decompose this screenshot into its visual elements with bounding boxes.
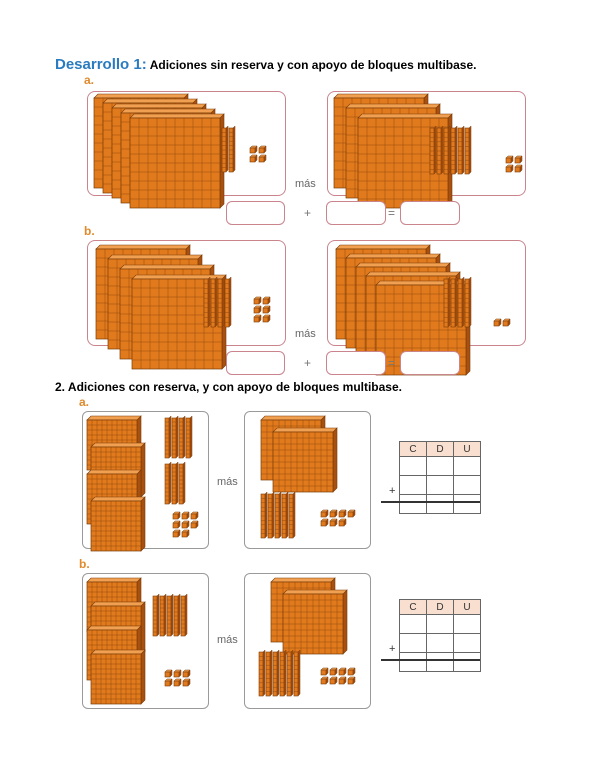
item-2a-cell[interactable] [454,457,481,476]
item-2a-header-d: D [427,442,454,457]
item-1b-left-panel [87,240,286,346]
item-2b-cell[interactable] [427,634,454,653]
unit-cube [321,668,328,675]
item-1a-right-panel [327,91,526,196]
unit-cube [254,315,261,322]
unit-cube [330,677,337,684]
item-2a-header-u: U [454,442,481,457]
ten-rod [179,462,185,504]
ten-rod [222,126,228,172]
ten-rod [294,650,300,696]
unit-cube [515,165,522,172]
ten-rod [451,126,457,174]
ten-rod [458,126,464,174]
unit-cube [321,677,328,684]
ten-rod [181,594,187,636]
item-2a-left-panel [82,411,209,549]
unit-cube [506,165,513,172]
unit-cube [182,512,189,519]
unit-cube [263,306,270,313]
ten-rod [430,126,436,174]
ten-rod [444,126,450,174]
item-1a-plus-sign: + [304,206,312,220]
ten-rod [289,492,295,538]
unit-cube [182,521,189,528]
ten-rod [211,277,217,327]
unit-cube [263,297,270,304]
unit-cube [191,512,198,519]
unit-cube [339,510,346,517]
ten-rod [229,126,235,172]
ten-rod [165,462,171,504]
ten-rod [153,594,159,636]
section-1-heading [55,56,476,74]
item-2b-letter: b. [79,557,90,571]
unit-cube [263,315,270,322]
ten-rod [179,416,185,458]
hundred-flat [130,114,224,208]
item-1b-equals-sign: = [388,356,396,370]
unit-cube [250,146,257,153]
unit-cube [330,510,337,517]
item-2b-cell[interactable] [427,653,454,672]
unit-cube [250,155,257,162]
item-2a-cell[interactable] [400,495,427,514]
item-1b-right-panel [327,240,526,346]
unit-cube [183,679,190,686]
ten-rod [444,277,450,327]
section-1-title-blue: Desarrollo 1: [55,56,147,73]
item-2b-left-panel [82,573,209,709]
unit-cube [330,668,337,675]
item-1a-answer-box-1[interactable] [226,201,285,225]
ten-rod [282,492,288,538]
ten-rod [437,126,443,174]
ten-rod [451,277,457,327]
item-2a-letter: a. [79,395,90,409]
ten-rod [225,277,231,327]
item-2b-cell[interactable] [454,634,481,653]
item-1a-equals-sign: = [388,206,396,220]
ten-rod [458,277,464,327]
item-1a-answer-box-2[interactable] [326,201,386,225]
item-1b-plus-sign: + [304,356,312,370]
unit-cube [321,510,328,517]
ten-rod [280,650,286,696]
unit-cube [191,521,198,528]
item-2a-sum-rule [381,501,480,503]
item-2b-cell[interactable] [400,634,427,653]
item-1a-left-panel [87,91,286,196]
item-2b-cdu-table [399,599,481,672]
unit-cube [348,668,355,675]
unit-cube [259,146,266,153]
ten-rod [204,277,210,327]
ten-rod [218,277,224,327]
item-2b-cell[interactable] [454,615,481,634]
unit-cube [506,156,513,163]
item-1b-answer-box-1[interactable] [226,351,285,375]
unit-cube [348,677,355,684]
item-2b-sum-rule [381,659,480,661]
unit-cube [254,297,261,304]
item-1b-result-box[interactable] [400,351,460,375]
unit-cube [173,512,180,519]
item-2b-header-d: D [427,600,454,615]
item-2a-header-c: C [400,442,427,457]
unit-cube [173,521,180,528]
ten-rod [266,650,272,696]
ten-rod [172,462,178,504]
section-2-heading: 2. Adiciones con reserva, y con apoyo de bloques multibase. [55,380,402,394]
unit-cube [515,156,522,163]
ten-rod [174,594,180,636]
unit-cube [173,530,180,537]
unit-cube [165,679,172,686]
unit-cube [321,519,328,526]
item-2a-cell[interactable] [427,476,454,495]
item-1a-mas-label: más [295,178,316,190]
item-1b-mas-label: más [295,328,316,340]
item-2a-cell[interactable] [427,457,454,476]
unit-cube [165,670,172,677]
item-2a-right-panel [244,411,371,549]
hundred-flat [91,650,145,704]
item-2a-cell[interactable] [400,476,427,495]
item-2a-cell[interactable] [454,476,481,495]
unit-cube [174,679,181,686]
ten-rod [275,492,281,538]
item-2b-header-u: U [454,600,481,615]
unit-cube [503,319,510,326]
item-2b-cell[interactable] [400,653,427,672]
unit-cube [348,510,355,517]
unit-cube [174,670,181,677]
item-2a-cdu-table [399,441,481,514]
hundred-flat [273,428,337,492]
item-2a-mas-label: más [217,476,238,488]
item-2a-cell[interactable] [427,495,454,514]
unit-cube [339,668,346,675]
hundred-flat [91,497,145,551]
ten-rod [287,650,293,696]
item-1b-letter: b. [84,224,95,238]
ten-rod [186,416,192,458]
ten-rod [261,492,267,538]
ten-rod [165,416,171,458]
unit-cube [259,155,266,162]
item-2a-table-plus: + [389,485,396,497]
ten-rod [273,650,279,696]
ten-rod [465,126,471,174]
section-1-title-rest: Adiciones sin reserva y con apoyo de bloques multibase. [149,58,477,72]
item-2b-right-panel [244,573,371,709]
unit-cube [183,670,190,677]
item-2a-cell[interactable] [400,457,427,476]
unit-cube [330,519,337,526]
item-1a-result-box[interactable] [400,201,460,225]
ten-rod [172,416,178,458]
item-2b-table-plus: + [389,643,396,655]
ten-rod [167,594,173,636]
item-1a-letter: a. [84,73,95,87]
unit-cube [339,519,346,526]
item-2b-cell[interactable] [400,615,427,634]
unit-cube [494,319,501,326]
item-2b-cell[interactable] [427,615,454,634]
item-2b-cell[interactable] [454,653,481,672]
item-1b-answer-box-2[interactable] [326,351,386,375]
item-2a-cell[interactable] [454,495,481,514]
unit-cube [339,677,346,684]
ten-rod [268,492,274,538]
unit-cube [182,530,189,537]
item-2b-header-c: C [400,600,427,615]
ten-rod [160,594,166,636]
hundred-flat [283,590,347,654]
ten-rod [259,650,265,696]
item-2b-mas-label: más [217,634,238,646]
unit-cube [254,306,261,313]
ten-rod [465,277,471,327]
